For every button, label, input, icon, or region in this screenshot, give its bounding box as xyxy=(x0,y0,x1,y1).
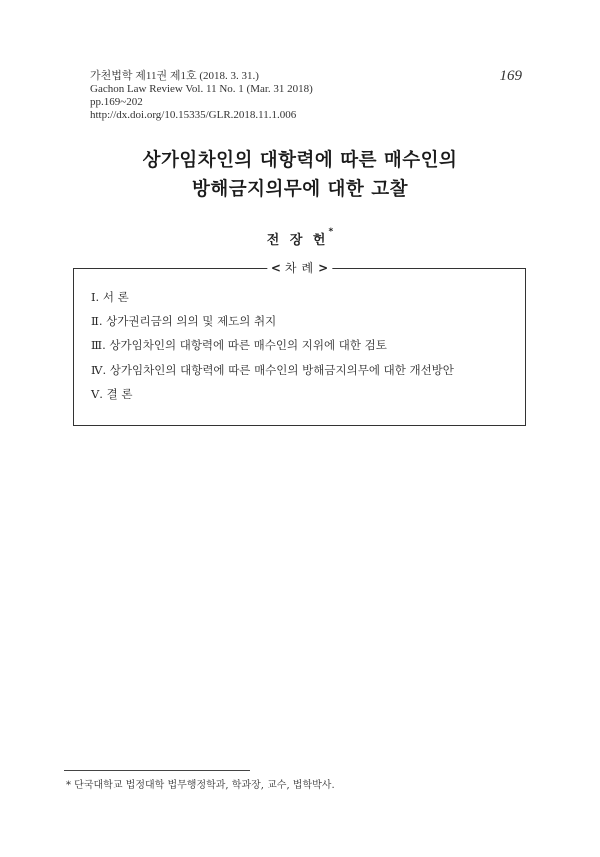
toc-list xyxy=(91,285,454,406)
toc-item-conclusion: Ⅴ. 결 론 xyxy=(91,386,133,401)
toc-heading-label: 차례 xyxy=(284,261,319,275)
paper-title-line1: 상가임차인의 대항력에 따른 매수인의 xyxy=(142,150,458,171)
footnote-divider xyxy=(64,770,250,771)
journal-title-english: Gachon Law Review Vol. 11 No. 1 (Mar. 31 2018) xyxy=(90,83,313,95)
journal-title-korean: 가천법학 제11권 제1호 (2018. 3. 31.) xyxy=(90,70,259,82)
paper-title-line2: 방해금지의무에 대한 고찰 xyxy=(192,179,408,200)
toc-item-premium-purpose: Ⅱ. 상가권리금의 의의 및 제도의 취지 xyxy=(91,314,277,329)
author-byline xyxy=(0,229,600,248)
journal-info xyxy=(90,70,313,122)
toc-item-improvement-plan: Ⅳ. 상가임차인의 대항력에 따른 매수인의 방해금지의무에 대한 개선방안 xyxy=(91,362,454,377)
toc-item-introduction: Ⅰ. 서 론 xyxy=(91,290,129,304)
chevron-right-icon: > xyxy=(318,261,329,275)
page-range: pp.169~202 xyxy=(90,96,143,108)
doi-link[interactable]: http://dx.doi.org/10.15335/GLR.2018.11.1.006 xyxy=(90,109,297,121)
chevron-left-icon: < xyxy=(270,261,281,275)
table-of-contents xyxy=(73,261,526,426)
footnote-mark: * xyxy=(328,227,334,237)
author-footnote: * 단국대학교 법정대학 법무행정학과, 학과장, 교수, 법학박사. xyxy=(66,780,335,791)
toc-heading xyxy=(267,260,332,276)
page-number: 169 xyxy=(499,68,522,84)
toc-item-buyer-status: Ⅲ. 상가임차인의 대항력에 따른 매수인의 지위에 대한 검토 xyxy=(91,338,387,353)
author-name: 전 장 헌 xyxy=(266,233,329,248)
